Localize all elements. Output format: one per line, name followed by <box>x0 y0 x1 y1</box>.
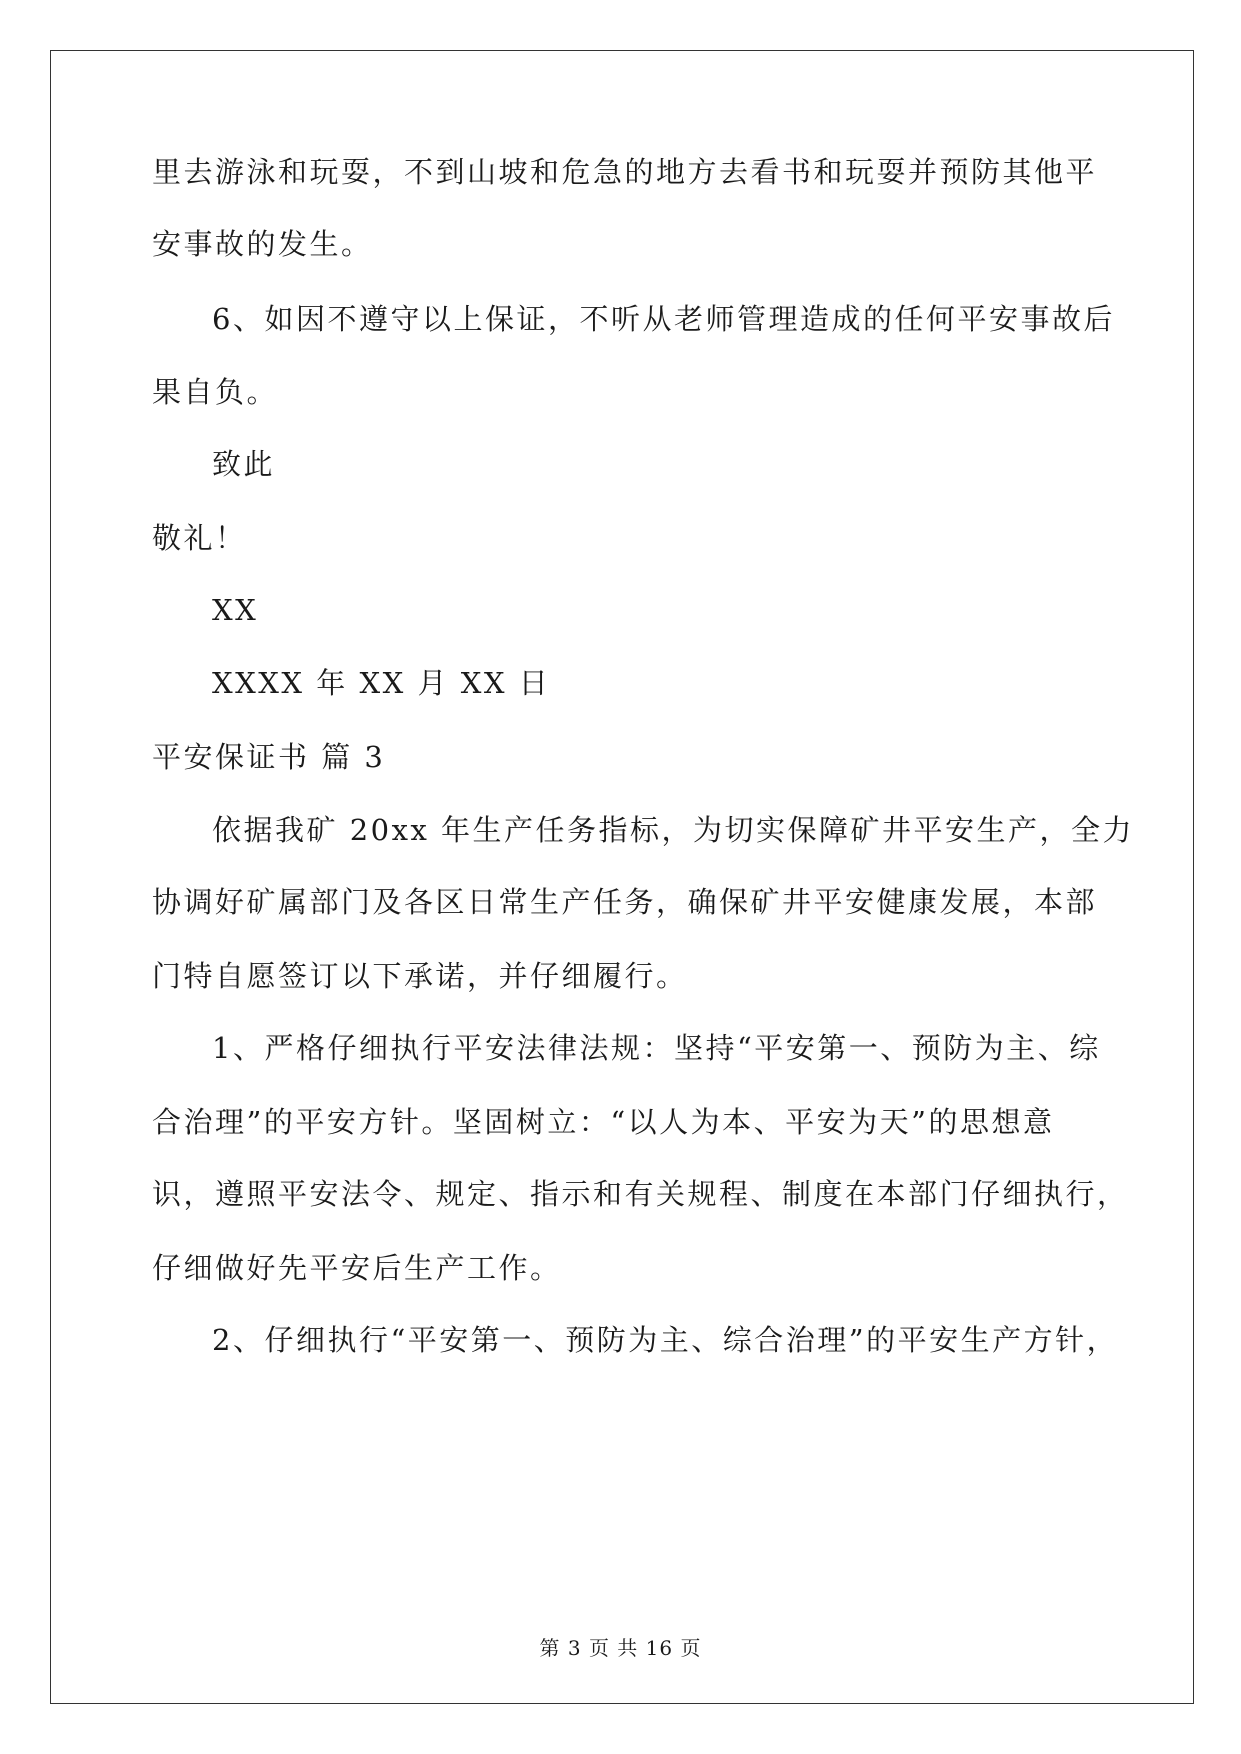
text-line: 6、如因不遵守以上保证，不听从老师管理造成的任何平安事故后 <box>212 302 1115 336</box>
page-number: 第 3 页 共 16 页 <box>539 1636 702 1660</box>
text-line: 果自负。 <box>152 375 279 409</box>
text-line: 识，遵照平安法令、规定、指示和有关规程、制度在本部门仔细执行， <box>152 1177 1129 1211</box>
text-line: 安事故的发生。 <box>152 227 373 261</box>
text-line: 1、严格仔细执行平安法律法规：坚持“平安第一、预防为主、综 <box>212 1031 1101 1065</box>
text-line: 2、仔细执行“平安第一、预防为主、综合治理”的平安生产方针， <box>212 1323 1119 1357</box>
text-line: 合治理”的平安方针。坚固树立：“以人为本、平安为天”的思想意 <box>152 1105 1055 1139</box>
closing-salutation: 致此 <box>212 447 276 481</box>
section-heading: 平安保证书 篇 3 <box>152 740 386 774</box>
text-line: 协调好矿属部门及各区日常生产任务，确保矿井平安健康发展，本部 <box>152 885 1098 919</box>
text-line: 仔细做好先平安后生产工作。 <box>152 1251 562 1285</box>
text-line: 门特自愿签订以下承诺，并仔细履行。 <box>152 959 688 993</box>
text-line: 里去游泳和玩耍，不到山坡和危急的地方去看书和玩耍并预防其他平 <box>152 155 1098 189</box>
text-line: 依据我矿 20xx 年生产任务指标，为切实保障矿井平安生产，全力 <box>212 813 1135 847</box>
signature-name: XX <box>212 593 259 627</box>
signature-date: XXXX 年 XX 月 XX 日 <box>212 666 551 700</box>
closing-salutation: 敬礼！ <box>152 521 247 555</box>
